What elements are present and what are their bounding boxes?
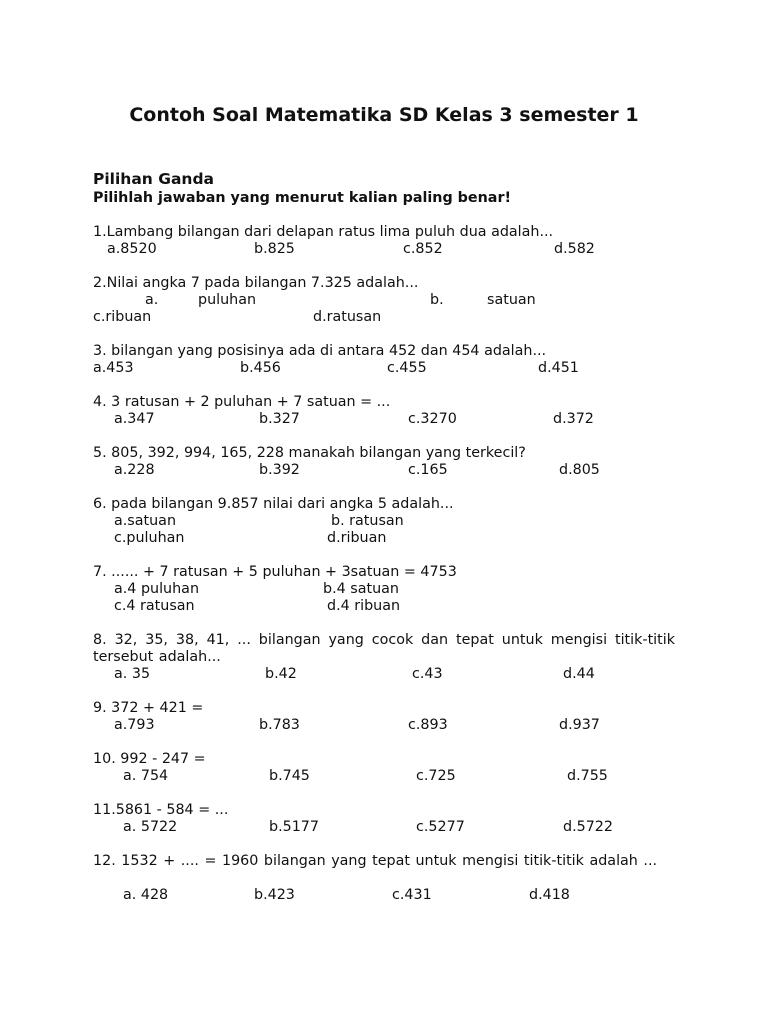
option-b: b.5177 <box>269 819 320 835</box>
option-a: a. 428 <box>123 887 169 903</box>
option-b: b.825 <box>254 241 295 257</box>
option-a: a.453 <box>93 360 134 376</box>
option-d: d.ribuan <box>327 530 387 546</box>
question-text: 8. 32, 35, 38, 41, ... bilangan yang cocok dan tepat untuk mengisi titik-titik tersebut adalah... <box>93 632 675 665</box>
option-d: d.372 <box>553 411 594 427</box>
option-b: b.327 <box>259 411 300 427</box>
option-c: c.852 <box>403 241 443 257</box>
question-text: 4. 3 ratusan + 2 puluhan + 7 satuan = ... <box>93 394 391 410</box>
option-a: a. 35 <box>114 666 151 682</box>
option-c: c.165 <box>408 462 448 478</box>
option-b: b.745 <box>269 768 310 784</box>
question-text: 1.Lambang bilangan dari delapan ratus lima puluh dua adalah... <box>93 224 554 240</box>
question-text: 11.5861 - 584 = ... <box>93 802 229 818</box>
option-a: a.793 <box>114 717 155 733</box>
option-d: d.418 <box>529 887 570 903</box>
option-d: d.805 <box>559 462 600 478</box>
option-b: b. ratusan <box>331 513 404 529</box>
question-text: 2.Nilai angka 7 pada bilangan 7.325 adalah... <box>93 275 419 291</box>
section-heading: Pilihan Ganda <box>93 170 214 188</box>
option-d: d.451 <box>538 360 579 376</box>
option-a: a.8520 <box>107 241 157 257</box>
option-a: a.4 puluhan <box>114 581 199 597</box>
option-c: c.431 <box>392 887 432 903</box>
option-a: puluhan <box>198 292 257 308</box>
question-text: 3. bilangan yang posisinya ada di antara 452 dan 454 adalah... <box>93 343 547 359</box>
option-c: c.3270 <box>408 411 457 427</box>
option-a: a.347 <box>114 411 155 427</box>
option-a: a. 754 <box>123 768 169 784</box>
option-a: a.228 <box>114 462 155 478</box>
option-c: c.4 ratusan <box>114 598 195 614</box>
option-d: d.755 <box>567 768 608 784</box>
option-c: c.5277 <box>416 819 465 835</box>
option-d: d.5722 <box>563 819 614 835</box>
page-title: Contoh Soal Matematika SD Kelas 3 semester 1 <box>129 104 639 126</box>
option-c: c.893 <box>408 717 448 733</box>
instruction-text: Pilihlah jawaban yang menurut kalian paling benar! <box>93 190 512 206</box>
option-d: d.582 <box>554 241 595 257</box>
option-c: c.puluhan <box>114 530 185 546</box>
option-b: b.456 <box>240 360 281 376</box>
option-a-marker: a. <box>145 292 159 308</box>
option-d: d.937 <box>559 717 600 733</box>
option-b: b.783 <box>259 717 300 733</box>
option-c: c.455 <box>387 360 427 376</box>
option-c: c.43 <box>412 666 443 682</box>
question-text: 7. ...... + 7 ratusan + 5 puluhan + 3satuan = 4753 <box>93 564 457 580</box>
option-d: d.44 <box>563 666 595 682</box>
option-a: a. 5722 <box>123 819 178 835</box>
option-b: b.4 satuan <box>323 581 399 597</box>
option-c: c.725 <box>416 768 456 784</box>
option-a: a.satuan <box>114 513 177 529</box>
option-d: d.4 ribuan <box>327 598 401 614</box>
option-c: c.ribuan <box>93 309 152 325</box>
option-b: b.423 <box>254 887 295 903</box>
option-b-marker: b. <box>430 292 444 308</box>
question-text: 10. 992 - 247 = <box>93 751 206 767</box>
option-d: d.ratusan <box>313 309 382 325</box>
question-text: 5. 805, 392, 994, 165, 228 manakah bilangan yang terkecil? <box>93 445 526 461</box>
question-text: 9. 372 + 421 = <box>93 700 204 716</box>
question-text: 12. 1532 + .... = 1960 bilangan yang tepat untuk mengisi titik-titik adalah ... <box>93 853 658 869</box>
question-text: 6. pada bilangan 9.857 nilai dari angka 5 adalah... <box>93 496 454 512</box>
option-b: satuan <box>487 292 536 308</box>
option-b: b.392 <box>259 462 300 478</box>
option-b: b.42 <box>265 666 297 682</box>
